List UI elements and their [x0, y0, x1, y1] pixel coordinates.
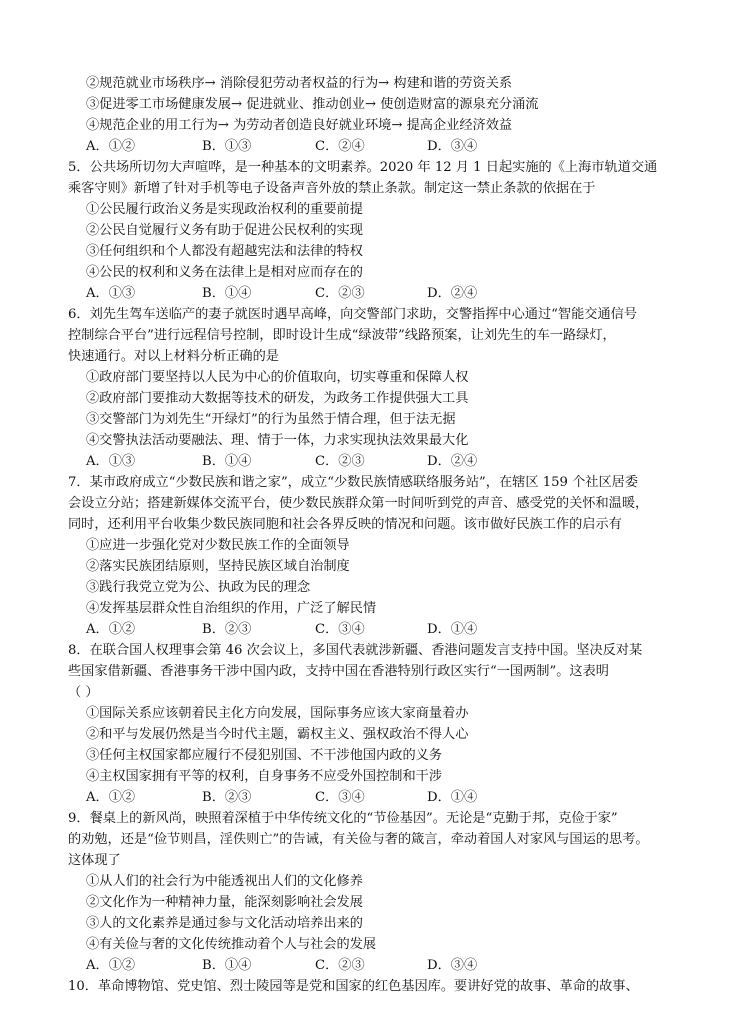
question-7-statement-1: ①应进一步强化党对少数民族工作的全面领导	[86, 538, 350, 553]
question-8-stem-line-2: 些国家借新疆、香港事务干涉中国内政，支持中国在香港特别行政区实行“一国两制”。这表明	[68, 664, 609, 679]
option-a[interactable]: A．①③	[86, 454, 136, 469]
option-b[interactable]: B．①④	[202, 286, 252, 301]
question-9-statement-1: ①从人们的社会行为中能透视出人们的文化修养	[86, 874, 363, 889]
option-c[interactable]: C．②③	[315, 454, 365, 469]
option-a[interactable]: A．①②	[86, 790, 136, 805]
statement-4: ④规范企业的用工行为→ 为劳动者创造良好就业环境→ 提高企业经济效益	[86, 118, 513, 133]
option-d[interactable]: D．③④	[427, 139, 478, 154]
question-8-stem-line-3: （ ）	[68, 685, 99, 700]
option-a[interactable]: A．①②	[86, 139, 136, 154]
option-b[interactable]: B．②③	[202, 790, 252, 805]
question-9-stem-line-2: 的劝勉，还是“俭节则昌，淫佚则亡”的告诫，有关俭与奢的箴言，牵动着国人对家风与国运的思考。	[68, 832, 649, 847]
option-b[interactable]: B．①④	[202, 454, 252, 469]
option-c[interactable]: C．②④	[315, 139, 365, 154]
option-b[interactable]: B．①④	[202, 958, 252, 973]
question-7-statement-3: ③践行我党立党为公、执政为民的理念	[86, 580, 311, 595]
question-6-statement-1: ①政府部门要坚持以人民为中心的价值取向，切实尊重和保障人权	[86, 370, 469, 385]
question-8-options	[86, 788, 546, 808]
option-c[interactable]: C．②③	[315, 286, 365, 301]
question-8-statement-1: ①国际关系应该朝着民主化方向发展，国际事务应该大家商量着办	[86, 706, 469, 721]
question-7-stem-line-2: 会设立分站；搭建新媒体交流平台，使少数民族群众第一时间听到党的声音、感受党的关怀和温暖，	[68, 496, 649, 511]
question-8-statement-4: ④主权国家拥有平等的权利，自身事务不应受外国控制和干涉	[86, 769, 443, 784]
question-6-statement-4: ④交警执法活动要融法、理、情于一体，力求实现执法效果最大化	[86, 433, 469, 448]
question-7-options	[86, 620, 546, 640]
question-5-stem-line-2: 乘客守则》新增了针对手机等电子设备声音外放的禁止条款。制定这一禁止条款的依据在于	[68, 181, 596, 196]
option-d[interactable]: D．①④	[427, 790, 478, 805]
option-d[interactable]: D．②④	[427, 454, 478, 469]
question-6-stem-line-3: 快速通行。对以上材料分析正确的是	[68, 349, 279, 364]
option-b[interactable]: B．②③	[202, 622, 252, 637]
question-9-statement-2: ②文化作为一种精神力量，能深刻影响社会发展	[86, 895, 363, 910]
question-5-statement-3: ③任何组织和个人都没有超越宪法和法律的特权	[86, 244, 363, 259]
option-b[interactable]: B．①③	[202, 139, 252, 154]
question-7-statement-2: ②落实民族团结原则，坚持民族区域自治制度	[86, 559, 350, 574]
question-5-stem-line-1: 5．公共场所切勿大声喧哗，是一种基本的文明素养。2020 年 12 月 1 日起实施的《上海市轨道交通	[68, 160, 658, 175]
question-6-statement-3: ③交警部门为刘先生“开绿灯”的行为虽然于情合理，但于法无据	[86, 412, 456, 427]
question-7-stem-line-1: 7．某市政府成立“少数民族和谐之家”，成立“少数民族情感联络服务站”，在辖区 159 个社区居委	[68, 475, 639, 490]
option-d[interactable]: D．①④	[427, 622, 478, 637]
question-9-stem-line-3: 这体现了	[68, 853, 121, 868]
question-9-options	[86, 956, 546, 976]
options-row	[86, 137, 546, 157]
question-5-statement-1: ①公民履行政治义务是实现政治权利的重要前提	[86, 202, 363, 217]
question-5-statement-4: ④公民的权利和义务在法律上是相对应而存在的	[86, 265, 363, 280]
question-8-statement-3: ③任何主权国家都应履行不侵犯别国、不干涉他国内政的义务	[86, 748, 443, 763]
question-8-statement-2: ②和平与发展仍然是当今时代主题，霸权主义、强权政治不得人心	[86, 727, 469, 742]
question-9-statement-3: ③人的文化素养是通过参与文化活动培养出来的	[86, 916, 363, 931]
option-c[interactable]: C．③④	[315, 790, 365, 805]
question-6-options	[86, 452, 546, 472]
option-d[interactable]: D．②④	[427, 286, 478, 301]
option-c[interactable]: C．②③	[315, 958, 365, 973]
question-6-statement-2: ②政府部门要推动大数据等技术的研发，为政务工作提供强大工具	[86, 391, 469, 406]
option-a[interactable]: A．①②	[86, 622, 136, 637]
question-7-stem-line-3: 同时，还利用平台收集少数民族同胞和社会各界反映的情况和问题。该市做好民族工作的启示有	[68, 517, 622, 532]
option-a[interactable]: A．①②	[86, 958, 136, 973]
question-9-statement-4: ④有关俭与奢的文化传统推动着个人与社会的发展	[86, 937, 377, 952]
question-6-stem-line-1: 6．刘先生驾车送临产的妻子就医时遇早高峰，向交警部门求助，交警指挥中心通过“智能交通信号	[68, 307, 638, 322]
question-5-statement-2: ②公民自觉履行义务有助于促进公民权利的实现	[86, 223, 363, 238]
statement-3: ③促进零工市场健康发展→ 促进就业、推动创业→ 使创造财富的源泉充分涌流	[86, 97, 539, 112]
question-5-options	[86, 284, 546, 304]
question-10-stem-line-1: 10．革命博物馆、党史馆、烈士陵园等是党和国家的红色基因库。要讲好党的故事、革命的故事、	[68, 979, 639, 994]
option-a[interactable]: A．①③	[86, 286, 136, 301]
question-8-stem-line-1: 8．在联合国人权理事会第 46 次会议上，多国代表就涉新疆、香港问题发言支持中国。坚决反对某	[68, 643, 643, 658]
question-6-stem-line-2: 控制综合平台”进行远程信号控制，即时设计生成“绿波带”线路预案，让刘先生的车一路绿灯，	[68, 328, 616, 343]
option-c[interactable]: C．③④	[315, 622, 365, 637]
question-7-statement-4: ④发挥基层群众性自治组织的作用，广泛了解民情	[86, 601, 377, 616]
question-9-stem-line-1: 9．餐桌上的新风尚，映照着深植于中华传统文化的“节俭基因”。无论是“克勤于邦，克俭于家”	[68, 811, 618, 826]
statement-2: ②规范就业市场秩序→ 消除侵犯劳动者权益的行为→ 构建和谐的劳资关系	[86, 76, 513, 91]
option-d[interactable]: D．③④	[427, 958, 478, 973]
